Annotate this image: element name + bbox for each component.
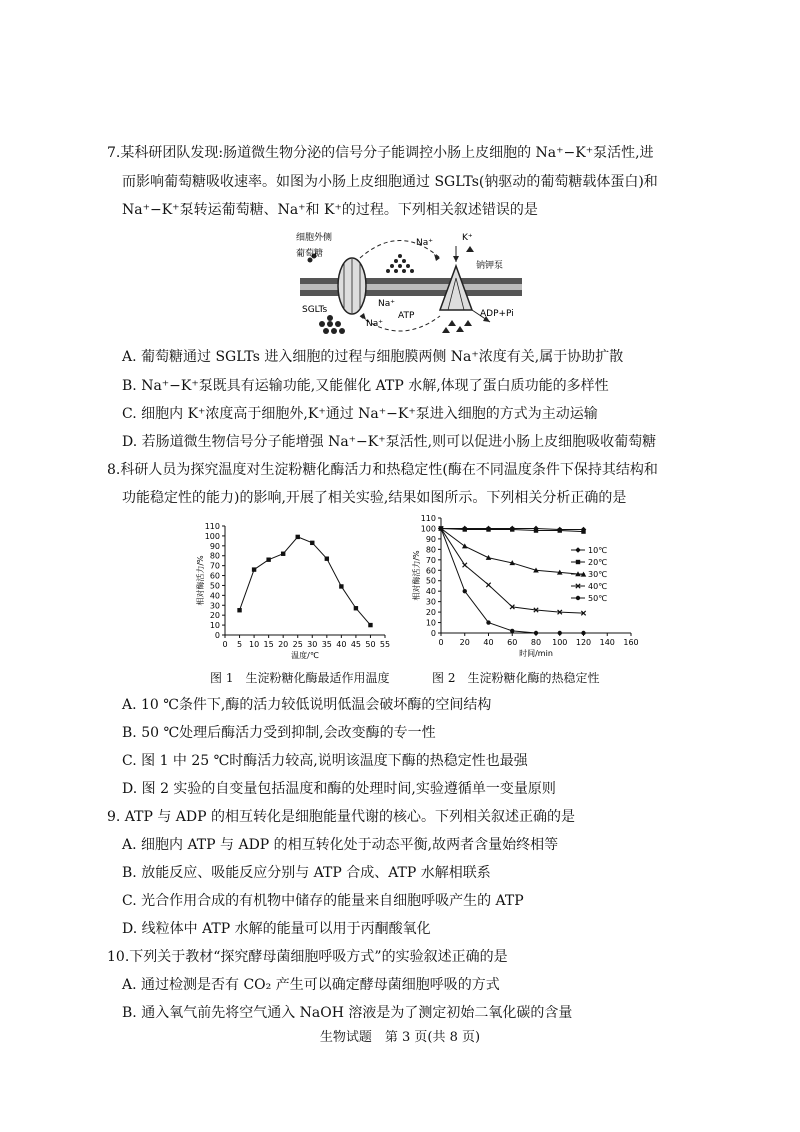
y-tick-label: 110 (204, 522, 220, 531)
x-tick-label: 45 (350, 640, 362, 649)
y-tick-label: 70 (425, 555, 436, 565)
y-tick-label: 100 (420, 524, 436, 534)
y-tick-label: 0 (430, 629, 436, 638)
label-adp: ADP+Pi (480, 309, 514, 319)
data-point (252, 567, 256, 571)
data-point (463, 589, 467, 593)
data-point (486, 527, 490, 531)
figure-2-chart (405, 512, 640, 668)
y-tick-label: 10 (209, 621, 220, 631)
x-tick-label: 0 (438, 638, 444, 647)
data-point (534, 631, 538, 635)
data-point (558, 631, 562, 635)
label-pump: 钠钾泵 (476, 261, 504, 271)
q8-option-b: B. 50 ℃处理后酶活力受到抑制,会改变酶的专一性 (122, 725, 436, 741)
x-axis-label: 时间/min (519, 649, 553, 658)
x-tick-label: 35 (321, 640, 332, 649)
q8-option-a: A. 10 ℃条件下,酶的活力较低说明低温会破坏酶的空间结构 (122, 697, 492, 713)
x-tick-label: 40 (336, 640, 347, 649)
data-point (581, 631, 585, 635)
data-point (510, 629, 514, 633)
data-point (575, 547, 581, 553)
q10-stem-line-1: 10.下列关于教材“探究酵母菌细胞呼吸方式”的实验叙述正确的是 (107, 949, 508, 965)
label-k-top: K⁺ (462, 233, 473, 243)
q8-stem-line-1: 8.科研人员为探究温度对生淀粉糖化酶活力和热稳定性(酶在不同温度条件下保持其结构和 (107, 462, 658, 478)
data-point (281, 552, 285, 556)
data-point (325, 557, 329, 561)
series-line (441, 528, 584, 574)
x-tick-label: 25 (292, 640, 303, 649)
q7-option-c: C. 细胞内 K⁺浓度高于细胞外,K⁺通过 Na⁺−K⁺泵进入细胞的方式为主动运输 (122, 406, 598, 422)
data-point (310, 541, 314, 545)
q7-stem-line-3: Na⁺−K⁺泵转运葡萄糖、Na⁺和 K⁺的过程。下列相关叙述错误的是 (122, 202, 538, 218)
q9-option-c: C. 光合作用合成的有机物中储存的能量来自细胞呼吸产生的 ATP (122, 893, 524, 909)
y-tick-label: 90 (209, 541, 220, 551)
data-point (576, 596, 580, 600)
data-point (581, 529, 585, 533)
legend-label: 30℃ (588, 570, 608, 579)
data-point (486, 620, 490, 624)
x-tick-label: 30 (307, 640, 318, 649)
x-tick-label: 20 (459, 638, 470, 647)
y-axis-label: 相对酶活力/% (412, 550, 421, 601)
na-ion-cluster (386, 254, 414, 273)
label-atp: ATP (398, 311, 415, 321)
q7-option-d: D. 若肠道微生物信号分子能增强 Na⁺−K⁺泵活性,则可以促进小肠上皮细胞吸收葡萄糖 (122, 434, 657, 450)
membrane-inner-layer (300, 290, 522, 296)
x-tick-label: 80 (530, 638, 542, 647)
label-na-bottom: Na⁺ (366, 319, 383, 329)
membrane-outer-layer (300, 278, 522, 284)
label-glucose: 葡萄糖 (296, 249, 324, 259)
data-point (354, 606, 358, 610)
series-line (240, 537, 371, 625)
data-point (486, 555, 492, 560)
figure-1-caption: 图 1 生淀粉糖化酶最适作用温度 (210, 671, 390, 685)
data-point (237, 608, 241, 612)
data-point (266, 557, 270, 561)
y-tick-label: 90 (425, 534, 436, 544)
data-point (368, 623, 372, 627)
y-tick-label: 100 (204, 531, 220, 541)
y-tick-label: 80 (209, 551, 220, 561)
y-tick-label: 30 (425, 597, 436, 607)
legend-label: 40℃ (588, 582, 608, 591)
y-tick-label: 10 (425, 618, 436, 628)
x-tick-label: 20 (278, 640, 289, 649)
y-tick-label: 0 (214, 631, 220, 640)
data-point (558, 528, 562, 532)
x-tick-label: 50 (365, 640, 376, 649)
legend-label: 50℃ (588, 594, 608, 603)
figure-2-caption: 图 2 生淀粉糖化酶的热稳定性 (432, 671, 600, 685)
label-na-top: Na⁺ (416, 238, 433, 248)
y-tick-label: 20 (209, 611, 220, 621)
q8-stem-line-2: 功能稳定性的能力)的影响,开展了相关实验,结果如图所示。下列相关分析正确的是 (122, 490, 627, 506)
label-na-mid: Na⁺ (378, 299, 395, 309)
y-tick-label: 70 (209, 561, 220, 571)
x-tick-label: 55 (379, 640, 391, 649)
page-footer: 生物试题 第 3 页(共 8 页) (319, 1030, 481, 1045)
data-point (339, 584, 343, 588)
y-tick-label: 60 (425, 566, 436, 576)
data-point (463, 563, 467, 567)
data-point (296, 535, 300, 539)
q10-option-a: A. 通过检测是否有 CO₂ 产生可以确定酵母菌细胞呼吸的方式 (122, 977, 500, 993)
data-point (439, 526, 443, 530)
y-tick-label: 40 (209, 591, 220, 601)
figure-1-chart (185, 518, 395, 668)
q9-option-b: B. 放能反应、吸能反应分别与 ATP 合成、ATP 水解相联系 (122, 865, 491, 881)
q9-stem-line-1: 9. ATP 与 ADP 的相互转化是细胞能量代谢的核心。下列相关叙述正确的是 (107, 809, 576, 825)
y-axis-label: 相对酶活力/% (196, 555, 205, 606)
x-axis-label: 温度/℃ (291, 651, 319, 660)
glucose-cluster (319, 315, 345, 334)
data-point (486, 583, 490, 587)
y-tick-label: 80 (425, 545, 436, 555)
x-tick-label: 140 (599, 638, 615, 647)
data-point (534, 528, 538, 532)
y-tick-label: 20 (425, 608, 436, 618)
y-tick-label: 110 (420, 514, 436, 523)
legend-label: 10℃ (588, 546, 608, 555)
q7-option-a: A. 葡萄糖通过 SGLTs 进入细胞的过程与细胞膜两侧 Na⁺浓度有关,属于协助扩散 (122, 349, 624, 365)
y-tick-label: 40 (425, 587, 436, 597)
x-tick-label: 100 (552, 638, 568, 647)
k-ion-cluster (442, 320, 472, 333)
x-tick-label: 40 (483, 638, 494, 647)
q9-option-a: A. 细胞内 ATP 与 ADP 的相互转化处于动态平衡,故两者含量始终相等 (122, 837, 559, 853)
label-sglts: SGLTs (302, 305, 328, 315)
q7-option-b: B. Na⁺−K⁺泵既具有运输功能,又能催化 ATP 水解,体现了蛋白质功能的多样性 (122, 378, 609, 394)
q9-option-d: D. 线粒体中 ATP 水解的能量可以用于丙酮酸氧化 (122, 921, 431, 937)
q7-stem-line-1: 7.某科研团队发现:肠道微生物分泌的信号分子能调控小肠上皮细胞的 Na⁺−K⁺泵活性,进 (107, 145, 654, 161)
x-tick-label: 60 (507, 638, 518, 647)
membrane-transport-diagram (290, 228, 530, 340)
q8-option-d: D. 图 2 实验的自变量包括温度和酶的处理时间,实验遵循单一变量原则 (122, 781, 556, 797)
series-line (441, 528, 584, 613)
x-tick-label: 15 (263, 640, 274, 649)
x-tick-label: 160 (623, 638, 639, 647)
q10-option-b: B. 通入氧气前先将空气通入 NaOH 溶液是为了测定初始二氧化碳的含量 (122, 1005, 573, 1021)
x-tick-label: 120 (575, 638, 592, 647)
x-tick-label: 10 (248, 640, 260, 649)
q7-stem-line-2: 而影响葡萄糖吸收速率。如图为小肠上皮细胞通过 SGLTs(钠驱动的葡萄糖载体蛋白)和 (122, 174, 658, 190)
x-tick-label: 0 (222, 640, 228, 649)
x-tick-label: 5 (236, 640, 243, 649)
y-tick-label: 50 (425, 576, 436, 586)
data-point (463, 527, 467, 531)
label-outside: 细胞外侧 (296, 233, 333, 243)
y-tick-label: 60 (209, 571, 220, 581)
legend-label: 20℃ (588, 558, 608, 567)
y-tick-label: 30 (209, 601, 220, 611)
q8-option-c: C. 图 1 中 25 ℃时酶活力较高,说明该温度下酶的热稳定性也最强 (122, 753, 528, 769)
data-point (576, 560, 580, 564)
data-point (510, 527, 514, 531)
y-tick-label: 50 (209, 581, 220, 591)
